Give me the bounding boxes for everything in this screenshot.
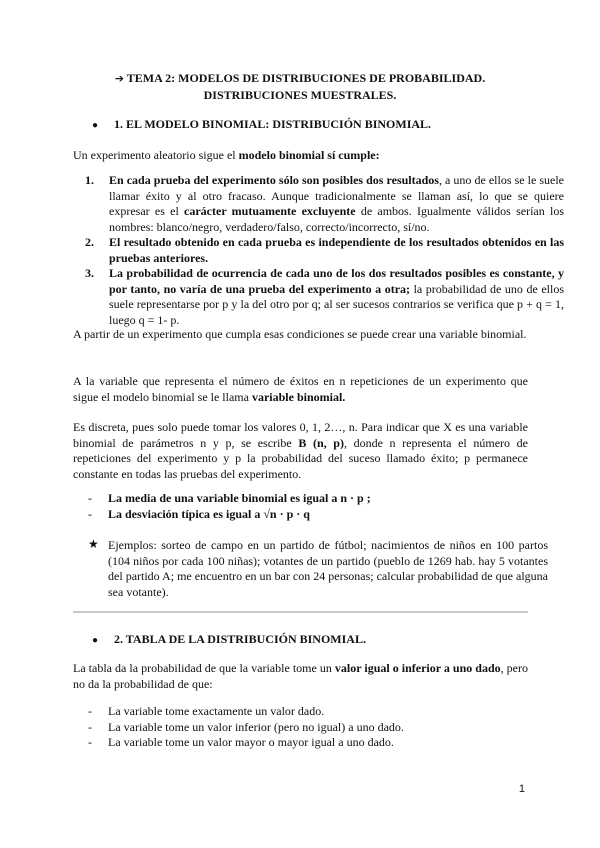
section-1-heading: ● 1. EL MODELO BINOMIAL: DISTRIBUCIÓN BINOMIAL. bbox=[92, 117, 431, 134]
page-number: 1 bbox=[518, 783, 525, 795]
examples-note: ★ Ejemplos: sorteo de campo en un partido de fútbol; nacimientos de niños en 100 partos (104 niños por cada 100 niñas); votantes de un partido (pueblo de 1269 hab. hay 5 votantes del partido A; me encuentro en un bar con 24 personas; calcular probabilidad de que alguna sea votante). bbox=[88, 537, 548, 599]
list-item: - La variable tome un valor mayor o mayor igual a uno dado. bbox=[88, 735, 394, 749]
formula-item: - La desviación típica es igual a √n · p · q bbox=[88, 506, 310, 521]
formula-item: - La media de una variable binomial es igual a n · p ; bbox=[88, 491, 371, 505]
condition-item: 2. El resultado obtenido en cada prueba es independiente de los resultados obtenidos en las pruebas anteriores. bbox=[85, 235, 564, 265]
list-item: - La variable tome exactamente un valor dado. bbox=[88, 704, 325, 718]
section-2-heading: ● 2. TABLA DE LA DISTRIBUCIÓN BINOMIAL. bbox=[92, 632, 366, 649]
section-divider bbox=[73, 611, 528, 613]
table-intro: La tabla da la probabilidad de que la variable tome un valor igual o inferior a uno dado, pero no da la probabilidad de que: bbox=[73, 661, 529, 691]
condition-item: 1. En cada prueba del experimento sólo son posibles dos resultados, a uno de ellos se le suele llamar éxito y al otro fracaso. Aunque tradicionalmente se llaman así, lo que se quiere expresar es el carácter mutuamente excluyente de ambos. Igualmente válidos serían los nombres: blanco/negro, verdadero/falso, correcto/incorrecto, sí/no. bbox=[85, 173, 564, 234]
bullet-icon: ● bbox=[92, 120, 99, 131]
title-line-1: TEMA 2: MODELOS DE DISTRIBUCIONES DE PROBABILIDAD. bbox=[126, 71, 486, 85]
list-item: - La variable tome un valor inferior (pero no igual) a uno dado. bbox=[88, 719, 404, 734]
condition-item: 3. La probabilidad de ocurrencia de cada uno de los dos resultados posibles es constante, y por tanto, no varía de una prueba del experimento a otra; la probabilidad de uno de ellos suele representarse por p y la del otro por q; al ser sucesos contrarios se verifica que p + q = 1, luego q = 1- p. bbox=[85, 266, 564, 327]
arrow-icon: ➔ bbox=[114, 72, 124, 85]
paragraph-a-partir: A partir de un experimento que cumpla esas condiciones se puede crear una variable binomial. bbox=[73, 327, 527, 341]
binomial-intro: Un experimento aleatorio sigue el modelo binomial sí cumple: bbox=[73, 148, 380, 162]
page-title bbox=[0, 70, 600, 103]
bullet-icon: ● bbox=[92, 635, 99, 646]
star-icon: ★ bbox=[88, 537, 99, 551]
formula-list bbox=[88, 491, 528, 522]
paragraph-variable-binomial: A la variable que representa el número de éxitos en n repeticiones de un experimento que sigue el modelo binomial se le llama variable binomial. bbox=[73, 374, 528, 404]
title-line-2: DISTRIBUCIONES MUESTRALES. bbox=[203, 88, 397, 102]
paragraph-discreta: Es discreta, pues solo puede tomar los valores 0, 1, 2…, n. Para indicar que X es una variable binomial de parámetros n y p, se escribe B (n, p), donde n representa el número de repeticiones del experimento y p la probabilidad del suceso llamado éxito; p permanece constante en todas las pruebas del experimento. bbox=[73, 420, 528, 481]
conditions-list bbox=[73, 173, 564, 328]
table-limitations-list bbox=[88, 704, 528, 751]
